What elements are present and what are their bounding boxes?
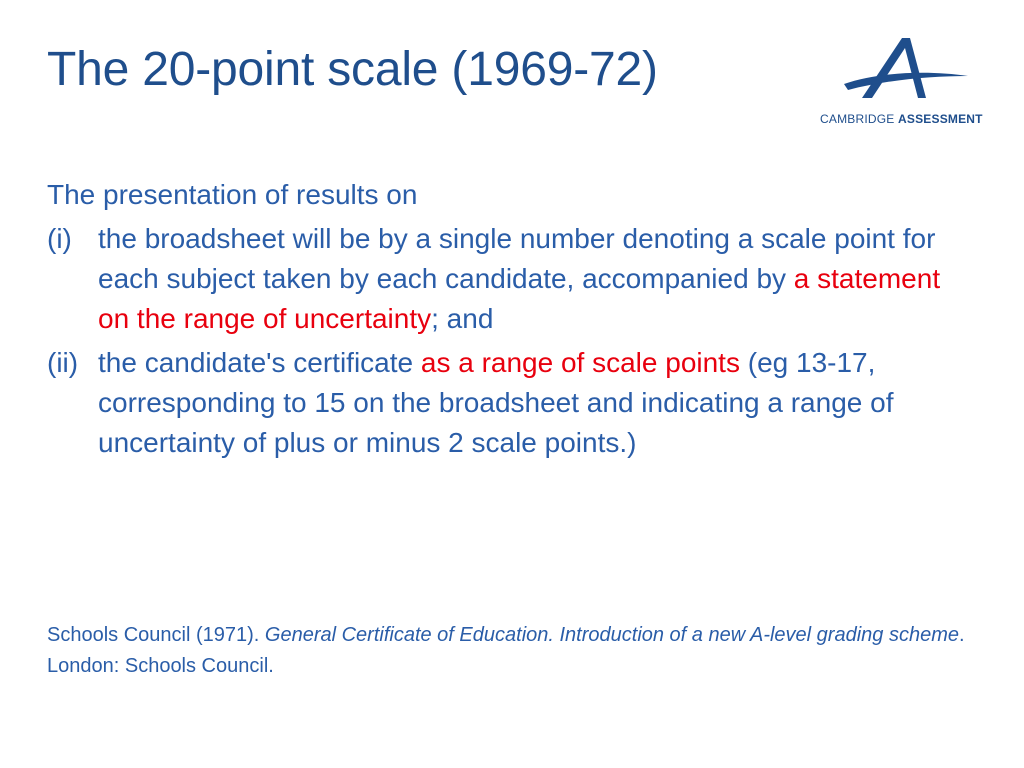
cambridge-assessment-logo	[818, 32, 988, 127]
list-item	[47, 343, 977, 463]
list-item-text-b: ; and	[431, 303, 494, 334]
list-item-highlight: as a range of scale points	[420, 347, 740, 378]
list-item-text	[98, 219, 977, 339]
list-item-highlight: a statement on the range of uncertainty	[98, 263, 941, 334]
reference-suffix: . London: Schools Council.	[47, 624, 965, 677]
reference-prefix: Schools Council (1971).	[47, 624, 265, 646]
list-item-number: (i)	[47, 223, 72, 254]
list-item-number: (ii)	[47, 347, 79, 378]
logo-text-bold: ASSESSMENT	[898, 112, 983, 126]
intro-text: The presentation of results on	[47, 179, 418, 210]
list-item-text	[98, 343, 977, 463]
list-item	[47, 219, 977, 339]
list-item-text-a: the candidate's certificate	[98, 347, 421, 378]
reference-citation	[47, 620, 987, 682]
logo-a-icon	[818, 32, 988, 112]
logo-wordmark	[820, 112, 983, 126]
reference-italic-title: General Certificate of Education. Introduction of a new A-level grading scheme	[264, 624, 959, 646]
logo-text-regular: CAMBRIDGE	[820, 112, 899, 126]
list-item-text-b: (eg 13-17, corresponding to 15 on the broadsheet and indicating a range of uncertainty of plus or minus 2 scale points.)	[98, 347, 894, 458]
list-item-text-a: the broadsheet will be by a single number denoting a scale point for each subject taken by each candidate, accompanied by	[98, 223, 936, 294]
body-content	[47, 175, 977, 467]
page-title: The 20-point scale (1969-72)	[47, 43, 658, 96]
